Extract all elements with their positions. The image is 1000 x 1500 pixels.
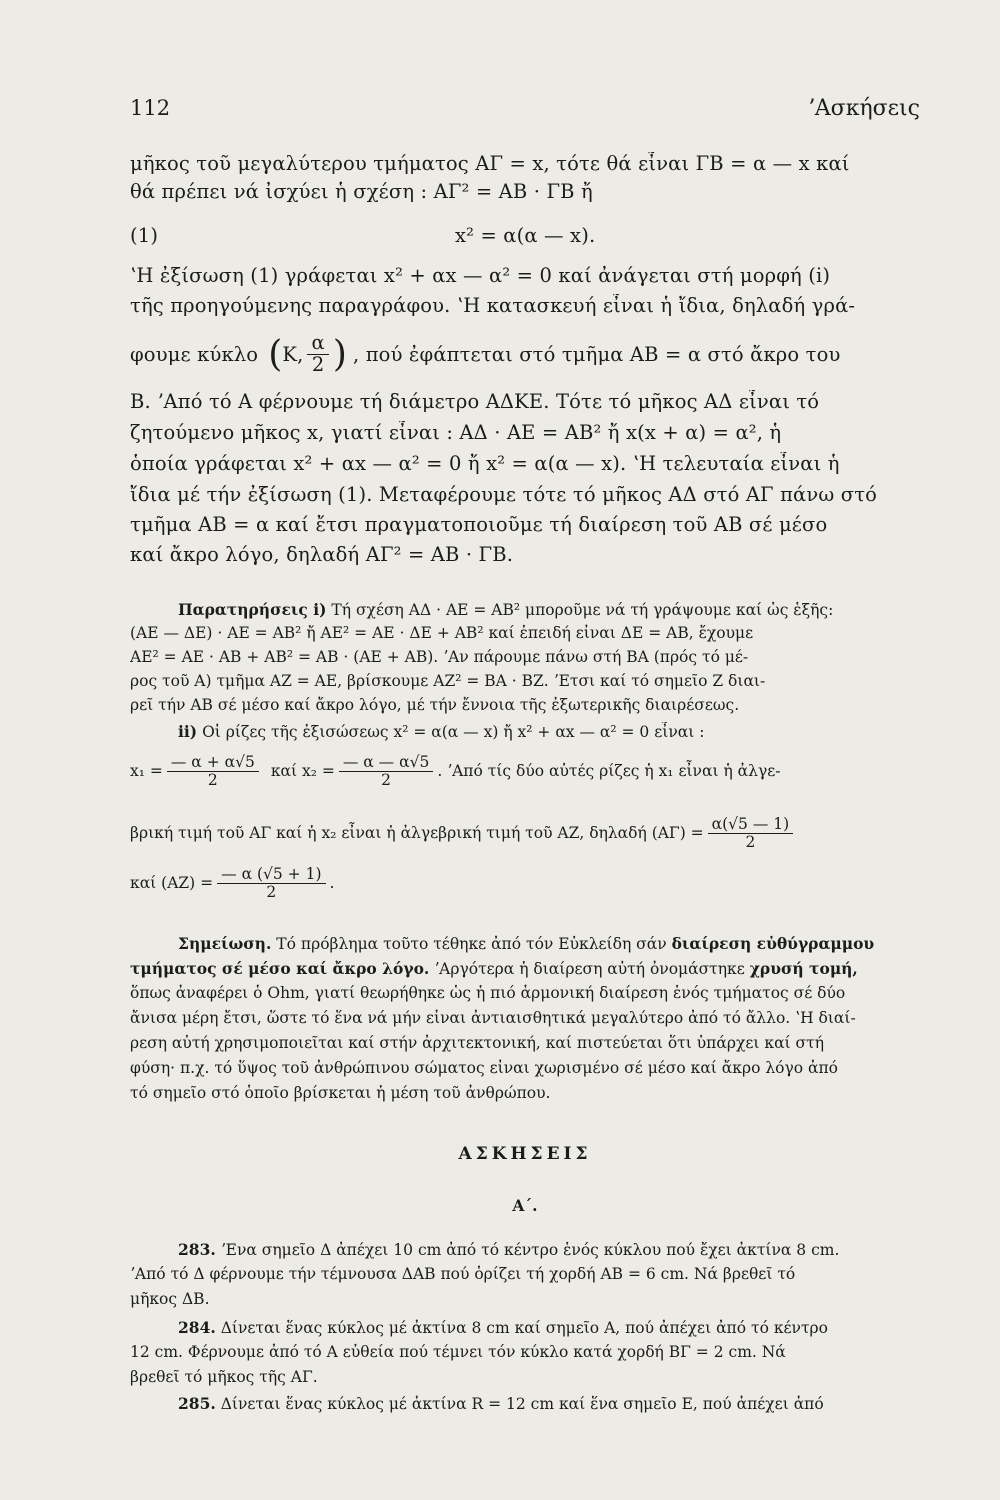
remarks-line: ρος τοῦ Α) τμῆμα ΑΖ = ΑΕ, βρίσκουμε ΑΖ² = ΒΑ · ΒΖ. ʼΕτσι καί τό σημεῖο Ζ διαι- [130, 672, 766, 690]
fraction-numerator: — α — α√5 [339, 754, 433, 771]
body-line: ʽΗ ἐξίσωση (1) γράφεται x² + αx — α² = 0 καί ἀνάγεται στή μορφή (i) [130, 264, 831, 287]
period: . [329, 874, 335, 892]
note-line: τό σημεῖο στό ὁποῖο βρίσκεται ἡ μέση τοῦ ἀνθρώπου. [130, 1084, 551, 1102]
fraction-denominator: 2 [311, 352, 325, 376]
remarks-line: ΑΕ² = ΑΕ · ΑΒ + ΑΒ² = ΑΒ · (ΑΕ + ΑΒ). ʼΑν πάρουμε πάνω στή ΒΑ (πρός τό μέ- [130, 648, 749, 666]
exercise-number: 285. [178, 1394, 216, 1413]
exercise-line: μῆκος ΔΒ. [130, 1290, 210, 1308]
exercise-line [130, 1318, 920, 1337]
body-line: μῆκος τοῦ μεγαλύτερου τμήματος ΑΓ = x, τότε θά εἶναι ΓΒ = α — x καί [130, 152, 850, 175]
body-text: φουμε κύκλο [130, 342, 259, 366]
body-line: καί ἄκρο λόγο, δηλαδή ΑΓ² = ΑΒ · ΓΒ. [130, 543, 514, 566]
remarks-text: . ʼΑπό τίς δύο αὐτές ρίζες ἡ x₁ εἶναι ἡ ἀλγε- [437, 762, 781, 780]
body-line: τμῆμα ΑΒ = α καί ἔτσι πραγματοποιοῦμε τή διαίρεση τοῦ ΑΒ σέ μέσο [130, 513, 828, 536]
note-line [130, 959, 920, 978]
remarks-text: βρική τιμή τοῦ ΑΓ καί ἡ x₂ εἶναι ἡ ἀλγεβρική τιμή τοῦ ΑΖ, δηλαδή (ΑΓ) = [130, 824, 704, 842]
exercise-line: βρεθεῖ τό μῆκος τῆς ΑΓ. [130, 1368, 318, 1386]
left-paren: ( [268, 333, 283, 375]
equation: x² = α(α — x). [455, 224, 596, 247]
body-line: τῆς προηγούμενης παραγράφου. ʽΗ κατασκευή εἶναι ἡ ἴδια, δηλαδή γρά- [130, 294, 856, 317]
body-text: , πού ἐφάπτεται στό τμῆμα ΑΒ = α στό ἄκρο του [353, 342, 841, 366]
circle-center: Κ, [282, 342, 304, 366]
root-x1-label: x₁ = [130, 762, 163, 780]
fraction-numerator: α [307, 333, 328, 354]
note-text: ʼΑργότερα ἡ διαίρεση αὐτή ὀνομάστηκε [434, 960, 745, 978]
body-line: ἴδια μέ τήν ἐξίσωση (1). Μεταφέρουμε τότε τό μῆκος ΑΔ στό ΑΓ πάνω στό [130, 483, 878, 506]
note-label: Σημείωση. [178, 934, 272, 953]
page-header [130, 96, 920, 126]
exercise-text: Δίνεται ἕνας κύκλος μέ ἀκτίνα R = 12 cm καί ἕνα σημεῖο Ε, πού ἀπέχει ἀπό [220, 1395, 824, 1413]
note-emphasis: διαίρεση εὐθύγραμμου [671, 934, 875, 953]
exercise-line: ʼΑπό τό Δ φέρνουμε τήν τέμνουσα ΔΑΒ πού ὁρίζει τή χορδή ΑΒ = 6 cm. Νά βρεθεῖ τό [130, 1265, 796, 1283]
note-line: φύση· π.χ. τό ὕψος τοῦ ἀνθρώπινου σώματος εἶναι χωρισμένο σέ μέσο καί ἄκρο λόγο ἀπό [130, 1059, 838, 1077]
exercise-number: 284. [178, 1318, 216, 1337]
note-line: ρεση αὐτή χρησιμοποιεῖται καί στήν ἀρχιτεκτονική, καί πιστεύεται ὅτι ὑπάρχει καί στή [130, 1034, 824, 1052]
remarks-line: (ΑΕ — ΔΕ) · ΑΕ = ΑΒ² ἤ ΑΕ² = ΑΕ · ΔΕ + ΑΒ² καί ἐπειδή εἶναι ΔΕ = ΑΒ, ἔχουμε [130, 624, 754, 642]
running-title: ʼΑσκήσεις [807, 96, 920, 121]
exercise-line [130, 1240, 920, 1259]
note-emphasis: τμήματος σέ μέσο καί ἄκρο λόγο. [130, 959, 430, 978]
roots-line [130, 748, 920, 794]
remarks-text: Τή σχέση ΑΔ · ΑΕ = ΑΒ² μποροῦμε νά τή γράψουμε καί ὡς ἑξῆς: [331, 601, 834, 619]
right-paren: ) [332, 333, 348, 375]
remarks-line [130, 722, 920, 741]
circle-notation-line [130, 326, 920, 382]
fraction-numerator: — α + α√5 [167, 754, 259, 771]
radius-fraction [307, 333, 328, 375]
exercise-number: 283. [178, 1240, 216, 1259]
page-number: 112 [130, 96, 171, 120]
exercise-text: Δίνεται ἕνας κύκλος μέ ἀκτίνα 8 cm καί σημεῖο Α, πού ἀπέχει ἀπό τό κέντρο [220, 1319, 828, 1337]
ag-fraction [708, 816, 794, 850]
exercise-line [130, 1394, 920, 1413]
remarks-text: Οἱ ρίζες τῆς ἐξισώσεως x² = α(α — x) ἤ x² + αx — α² = 0 εἶναι : [202, 723, 705, 741]
remarks-line [130, 600, 920, 619]
remarks-line [130, 860, 920, 906]
remarks-label: Παρατηρήσεις i) [178, 600, 327, 619]
az-fraction [217, 866, 325, 900]
root-x2-fraction [339, 754, 433, 788]
exercise-text: ʼΕνα σημεῖο Δ ἀπέχει 10 cm ἀπό τό κέντρο ἑνός κύκλου πού ἔχει ἀκτίνα 8 cm. [220, 1241, 840, 1259]
body-line: ζητούμενο μῆκος x, γιατί εἶναι : ΑΔ · ΑΕ = ΑΒ² ἤ x(x + α) = α², ἡ [130, 421, 782, 444]
body-line: θά πρέπει νά ἰσχύει ἡ σχέση : ΑΓ² = ΑΒ · ΓΒ ἤ [130, 180, 593, 203]
fraction-numerator: — α (√5 + 1) [217, 866, 325, 883]
remarks-line [130, 810, 920, 856]
fraction-numerator: α(√5 — 1) [708, 816, 794, 833]
body-line: ὁποία γράφεται x² + αx — α² = 0 ἤ x² = α(α — x). ʽΗ τελευταία εἶναι ἡ [130, 452, 840, 475]
body-line: Β. ʼΑπό τό Α φέρνουμε τή διάμετρο ΑΔΚΕ. Τότε τό μῆκος ΑΔ εἶναι τό [130, 390, 820, 413]
equation-number: (1) [130, 224, 159, 247]
exercises-title: ΑΣΚΗΣΕΙΣ [458, 1144, 592, 1164]
note-emphasis: χρυσή τομή, [749, 959, 858, 978]
equation-line [130, 224, 920, 247]
remarks-ii-label: ii) [178, 722, 198, 741]
exercises-subtitle: Α΄. [512, 1196, 538, 1215]
fraction-denominator: 2 [381, 770, 392, 789]
note-line: ὅπως ἀναφέρει ὁ Ohm, γιατί θεωρήθηκε ὡς ἡ πιό ἁρμονική διαίρεση ἑνός τμήματος σέ δύο [130, 984, 846, 1002]
root-x1-fraction [167, 754, 259, 788]
note-line [130, 934, 920, 953]
note-text: Τό πρόβλημα τοῦτο τέθηκε ἀπό τόν Εὐκλείδη σάν [276, 935, 667, 953]
exercise-line: 12 cm. Φέρνουμε ἀπό τό Α εὐθεία πού τέμνει τόν κύκλο κατά χορδή ΒΓ = 2 cm. Νά [130, 1343, 786, 1361]
fraction-denominator: 2 [266, 882, 277, 901]
remarks-text: καί (ΑΖ) = [130, 874, 214, 892]
root-x2-label: καί x₂ = [270, 762, 335, 780]
remarks-line: ρεῖ τήν ΑΒ σέ μέσο καί ἄκρο λόγο, μέ τήν ἔννοια τῆς ἐξωτερικῆς διαιρέσεως. [130, 696, 740, 714]
note-line: ἄνισα μέρη ἔτσι, ὥστε τό ἕνα νά μήν εἶναι ἀντιαισθητικά μεγαλύτερο ἀπό τό ἄλλο. ʽΗ διαί- [130, 1009, 856, 1027]
fraction-denominator: 2 [745, 832, 756, 851]
fraction-denominator: 2 [207, 770, 218, 789]
